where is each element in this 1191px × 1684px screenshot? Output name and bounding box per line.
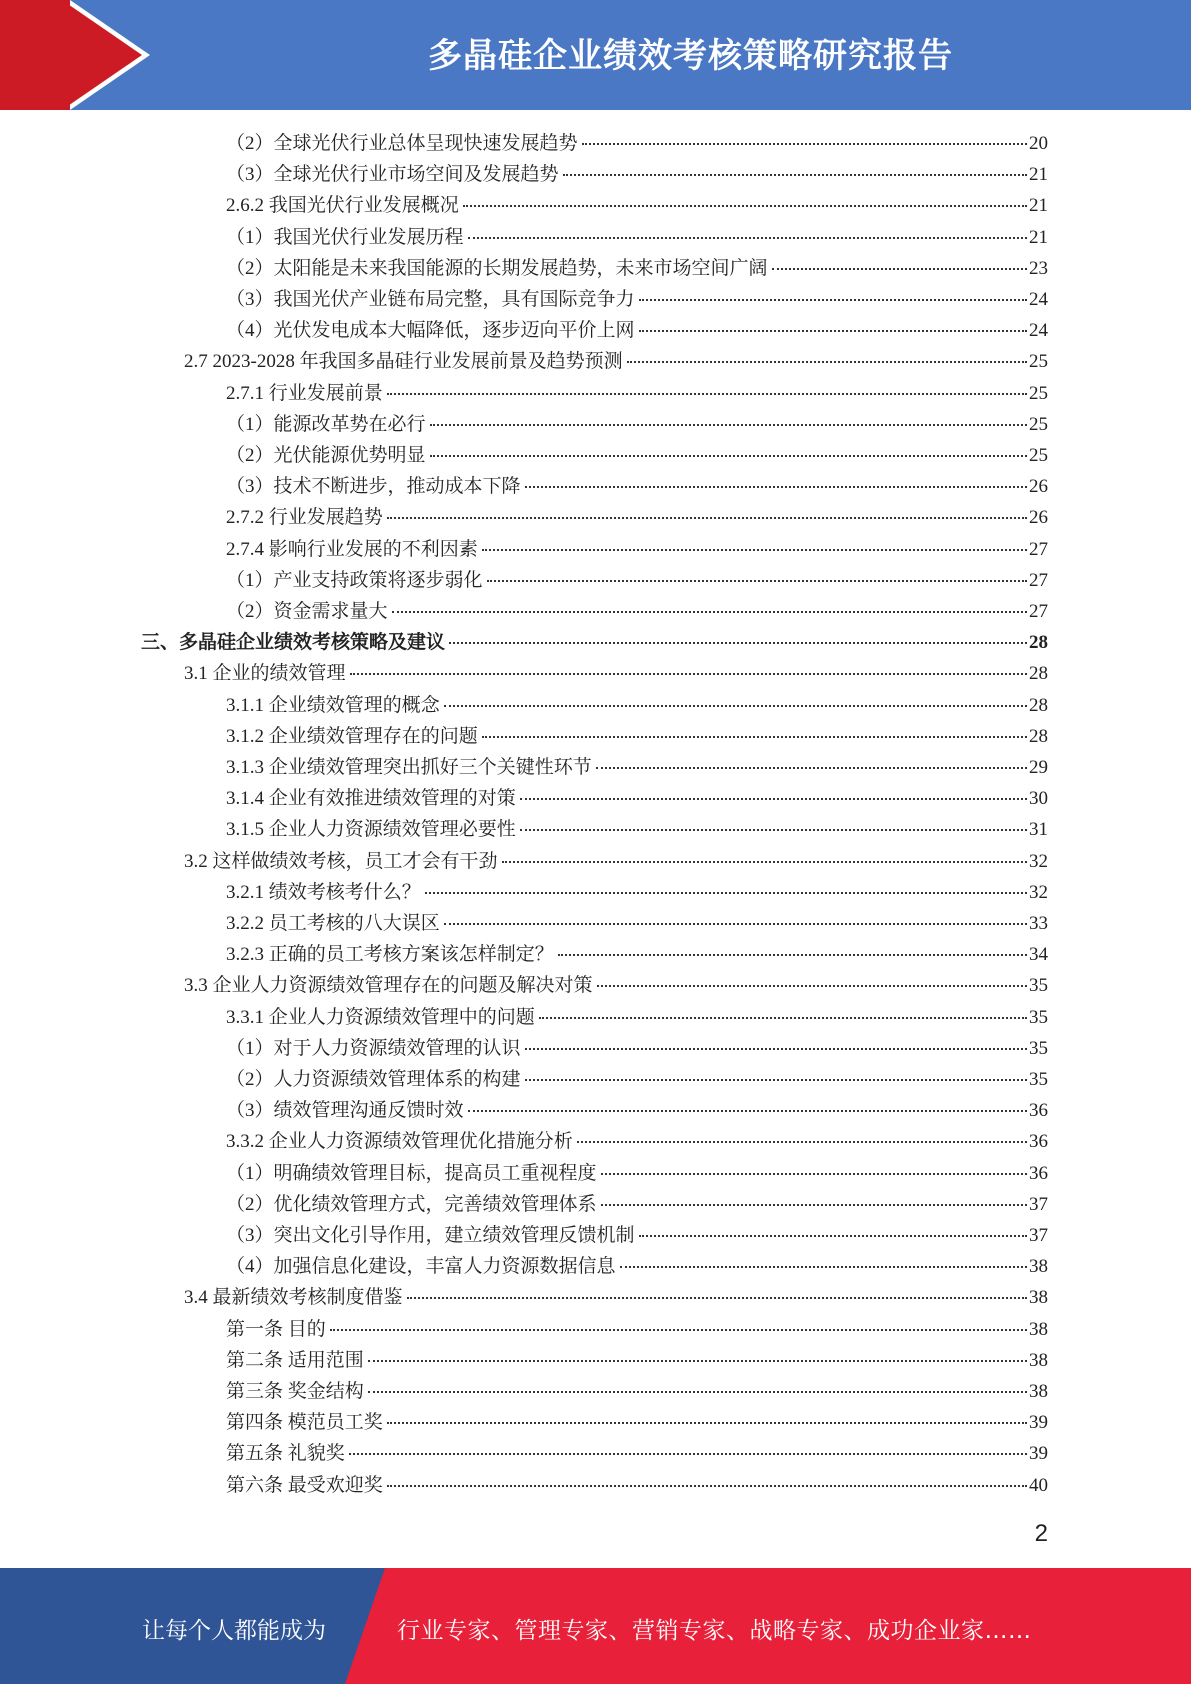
toc-entry-label: （3）绩效管理沟通反馈时效 (226, 1100, 464, 1122)
toc-entry-label: （3）突出文化引导作用，建立绩效管理反馈机制 (226, 1225, 635, 1246)
toc-entry-page: 20 (1029, 133, 1048, 154)
toc-entry-page: 29 (1029, 757, 1048, 778)
toc-dot-leader (558, 954, 1027, 956)
report-title: 多晶硅企业绩效考核策略研究报告 (428, 36, 953, 76)
toc-dot-leader (582, 143, 1027, 145)
toc-entry-page: 35 (1029, 1069, 1048, 1090)
toc-entry-label: 3.1 企业的绩效管理 (184, 663, 346, 685)
toc-entry[interactable] (226, 378, 1048, 409)
toc-entry-label: （1）明确绩效管理目标，提高员工重视程度 (226, 1162, 597, 1184)
toc-entry-page: 24 (1029, 320, 1048, 342)
toc-entry-label: 第二条 适用范围 (226, 1349, 364, 1371)
toc-dot-leader (525, 1048, 1027, 1050)
page-number: 2 (1034, 1520, 1048, 1547)
toc-entry-page: 23 (1029, 257, 1048, 279)
toc-entry[interactable] (226, 409, 1048, 440)
toc-entry-label: （1）对于人力资源绩效管理的认识 (226, 1037, 521, 1059)
toc-dot-leader (463, 205, 1027, 207)
toc-entry-label: 3.3.2 企业人力资源绩效管理优化措施分析 (226, 1131, 573, 1153)
toc-entry[interactable] (226, 190, 1048, 221)
toc-dot-leader (639, 1235, 1027, 1237)
toc-entry-label: 第四条 模范员工奖 (226, 1412, 383, 1434)
toc-dot-leader (577, 1141, 1027, 1143)
toc-entry-label: （3）我国光伏产业链布局完整，具有国际竞争力 (226, 289, 635, 310)
toc-entry[interactable] (226, 440, 1048, 471)
toc-dot-leader (597, 985, 1027, 987)
header-red-chevron (62, 0, 142, 110)
toc-dot-leader (468, 237, 1027, 239)
toc-entry-page: 34 (1029, 944, 1048, 966)
toc-dot-leader (482, 736, 1027, 738)
toc-dot-leader (482, 549, 1027, 551)
toc-entry-label: （2）太阳能是未来我国能源的长期发展趋势，未来市场空间广阔 (226, 257, 768, 279)
toc-dot-leader (425, 892, 1027, 894)
toc-entry-label: （2）资金需求量大 (226, 601, 388, 622)
toc-dot-leader (407, 1297, 1027, 1299)
toc-entry-page: 36 (1029, 1100, 1048, 1122)
toc-entry-label: 3.3.1 企业人力资源绩效管理中的问题 (226, 1006, 535, 1028)
toc-entry-label: （1）能源改革势在必行 (226, 413, 426, 435)
toc-entry-label: 3.1.5 企业人力资源绩效管理必要性 (226, 819, 516, 841)
toc-entry[interactable] (226, 1189, 1048, 1220)
toc-entry-label: 3.1.3 企业绩效管理突出抓好三个关键性环节 (226, 757, 592, 778)
toc-entry[interactable] (184, 970, 1048, 1001)
footer-blue-slant (345, 1568, 385, 1684)
toc-entry-page: 25 (1029, 351, 1048, 373)
toc-entry-label: 第六条 最受欢迎奖 (226, 1474, 383, 1496)
toc-entry[interactable] (226, 1376, 1048, 1407)
toc-entry-label: 3.2.3 正确的员工考核方案该怎样制定？ (226, 944, 554, 966)
toc-entry[interactable] (226, 1220, 1048, 1251)
toc-entry[interactable] (184, 346, 1048, 377)
toc-entry-page: 37 (1029, 1193, 1048, 1215)
toc-entry[interactable] (226, 222, 1048, 253)
toc-entry-page: 26 (1029, 476, 1048, 498)
toc-entry-page: 28 (1029, 725, 1048, 747)
toc-dot-leader (368, 1360, 1027, 1362)
toc-entry-label: 第一条 目的 (226, 1318, 326, 1340)
toc-entry[interactable] (226, 1002, 1048, 1033)
toc-entry-label: 2.6.2 我国光伏行业发展概况 (226, 195, 459, 217)
toc-entry-label: （2）全球光伏行业总体呈现快速发展趋势 (226, 133, 578, 154)
toc-dot-leader (525, 486, 1027, 488)
toc-entry-page: 35 (1029, 1037, 1048, 1059)
toc-entry-page: 31 (1029, 819, 1048, 841)
toc-entry-label: 3.1.4 企业有效推进绩效管理的对策 (226, 788, 516, 810)
toc-entry-page: 38 (1029, 1256, 1048, 1278)
toc-entry[interactable] (226, 1470, 1048, 1501)
toc-entry-label: 3.1.2 企业绩效管理存在的问题 (226, 725, 478, 747)
toc-entry[interactable] (226, 128, 1048, 159)
toc-entry-label: 2.7.4 影响行业发展的不利因素 (226, 538, 478, 560)
toc-dot-leader (520, 798, 1027, 800)
toc-entry-page: 27 (1029, 569, 1048, 591)
toc-entry[interactable] (226, 315, 1048, 346)
toc-entry-label: （4）光伏发电成本大幅降低，逐步迈向平价上网 (226, 320, 635, 342)
toc-entry[interactable] (226, 752, 1048, 783)
toc-entry-page: 33 (1029, 913, 1048, 934)
toc-entry-page: 38 (1029, 1287, 1048, 1309)
toc-dot-leader (387, 393, 1027, 395)
page-footer (0, 1568, 1191, 1684)
toc-dot-leader (368, 1391, 1027, 1393)
toc-entry-page: 21 (1029, 164, 1048, 186)
toc-entry-label: 3.1.1 企业绩效管理的概念 (226, 694, 440, 716)
toc-dot-leader (520, 829, 1027, 831)
toc-entry-page: 21 (1029, 195, 1048, 217)
toc-entry-page: 26 (1029, 507, 1048, 529)
toc-entry[interactable] (226, 721, 1048, 752)
toc-entry[interactable] (226, 1064, 1048, 1095)
toc-entry-page: 28 (1029, 694, 1048, 716)
toc-entry-label: （2）人力资源绩效管理体系的构建 (226, 1069, 521, 1090)
footer-slogan-right: 行业专家、管理专家、营销专家、战略专家、成功企业家…… (397, 1618, 1032, 1644)
toc-entry-page: 38 (1029, 1318, 1048, 1340)
toc-entry-page: 24 (1029, 289, 1048, 310)
toc-entry-label: （3）技术不断进步，推动成本下降 (226, 476, 521, 498)
toc-dot-leader (539, 1017, 1027, 1019)
toc-entry-page: 37 (1029, 1225, 1048, 1246)
toc-entry-label: 3.2.1 绩效考核考什么？ (226, 881, 421, 903)
toc-dot-leader (601, 1204, 1027, 1206)
toc-entry[interactable] (226, 877, 1048, 908)
toc-dot-leader (502, 861, 1027, 863)
toc-entry-label: 第五条 礼貌奖 (226, 1443, 345, 1465)
toc-entry-label: （1）产业支持政策将逐步弱化 (226, 569, 483, 591)
toc-entry-label: 3.2 这样做绩效考核，员工才会有干劲 (184, 850, 498, 872)
toc-entry[interactable] (226, 939, 1048, 970)
toc-entry[interactable] (226, 1033, 1048, 1064)
toc-entry[interactable] (226, 253, 1048, 284)
toc-entry-label: 3.4 最新绩效考核制度借鉴 (184, 1287, 403, 1309)
toc-entry-label: 2.7.1 行业发展前景 (226, 382, 383, 404)
header-red-block (0, 0, 70, 110)
toc-entry-page: 38 (1029, 1349, 1048, 1371)
toc-entry-page: 25 (1029, 413, 1048, 435)
toc-entry-label: 三、多晶硅企业绩效考核策略及建议 (141, 632, 446, 654)
toc-dot-leader (430, 424, 1027, 426)
footer-slogan-left: 让每个人都能成为 (142, 1618, 326, 1644)
toc-dot-leader (525, 1079, 1027, 1081)
toc-entry[interactable] (184, 846, 1048, 877)
toc-entry[interactable] (226, 1438, 1048, 1469)
toc-dot-leader (601, 1173, 1027, 1175)
toc-entry-page: 25 (1029, 445, 1048, 466)
toc-entry[interactable] (226, 783, 1048, 814)
toc-dot-leader (620, 1266, 1027, 1268)
toc-entry-page: 32 (1029, 850, 1048, 872)
toc-entry[interactable] (226, 1314, 1048, 1345)
toc-dot-leader (444, 923, 1027, 925)
toc-entry[interactable] (226, 1251, 1048, 1282)
toc-entry[interactable] (226, 690, 1048, 721)
toc-entry[interactable] (184, 1282, 1048, 1313)
toc-entry-label: 2.7.2 行业发展趋势 (226, 507, 383, 529)
toc-entry-page: 35 (1029, 975, 1048, 997)
toc-entry[interactable] (226, 1345, 1048, 1376)
toc-entry-page: 38 (1029, 1381, 1048, 1402)
toc-dot-leader (350, 673, 1027, 675)
toc-entry-page: 35 (1029, 1006, 1048, 1028)
toc-entry[interactable] (226, 534, 1048, 565)
toc-entry-label: 3.3 企业人力资源绩效管理存在的问题及解决对策 (184, 975, 593, 997)
toc-entry[interactable] (226, 471, 1048, 502)
toc-entry-page: 36 (1029, 1131, 1048, 1153)
toc-dot-leader (444, 705, 1027, 707)
toc-entry[interactable] (141, 627, 1048, 658)
toc-dot-leader (468, 1110, 1027, 1112)
toc-entry-page: 39 (1029, 1443, 1048, 1465)
toc-dot-leader (349, 1453, 1027, 1455)
toc-dot-leader (449, 642, 1027, 644)
toc-entry[interactable] (226, 159, 1048, 190)
toc-dot-leader (639, 299, 1027, 301)
toc-dot-leader (639, 330, 1027, 332)
toc-entry[interactable] (184, 658, 1048, 689)
toc-entry-label: （3）全球光伏行业市场空间及发展趋势 (226, 164, 559, 186)
toc-entry-label: （4）加强信息化建设，丰富人力资源数据信息 (226, 1256, 616, 1278)
toc-entry-page: 30 (1029, 788, 1048, 810)
toc-entry[interactable] (226, 1407, 1048, 1438)
toc-dot-leader (387, 517, 1027, 519)
toc-entry[interactable] (226, 596, 1048, 627)
toc-entry[interactable] (226, 1158, 1048, 1189)
toc-entry[interactable] (226, 565, 1048, 596)
toc-entry-label: 第三条 奖金结构 (226, 1381, 364, 1402)
toc-entry[interactable] (226, 814, 1048, 845)
toc-dot-leader (387, 1485, 1027, 1487)
toc-entry-page: 27 (1029, 538, 1048, 560)
toc-entry-page: 21 (1029, 226, 1048, 248)
toc-entry[interactable] (226, 502, 1048, 533)
toc-dot-leader (330, 1329, 1027, 1331)
toc-entry-label: 2.7 2023-2028 年我国多晶硅行业发展前景及趋势预测 (184, 351, 623, 373)
toc-entry-page: 27 (1029, 601, 1048, 622)
toc-dot-leader (563, 174, 1027, 176)
toc-entry-label: 3.2.2 员工考核的八大误区 (226, 913, 440, 934)
toc-entry-page: 25 (1029, 382, 1048, 404)
toc-dot-leader (487, 580, 1027, 582)
toc-dot-leader (430, 455, 1027, 457)
toc-entry[interactable] (226, 908, 1048, 939)
toc-dot-leader (392, 611, 1027, 613)
toc-entry-label: （2）优化绩效管理方式，完善绩效管理体系 (226, 1193, 597, 1215)
toc-entry-page: 36 (1029, 1162, 1048, 1184)
toc-dot-leader (772, 268, 1027, 270)
page-header (0, 0, 1191, 110)
toc-entry-page: 28 (1029, 663, 1048, 685)
toc-entry-page: 32 (1029, 881, 1048, 903)
toc-dot-leader (627, 361, 1027, 363)
toc-dot-leader (387, 1422, 1027, 1424)
toc-entry-page: 40 (1029, 1474, 1048, 1496)
toc-entry-label: （1）我国光伏行业发展历程 (226, 226, 464, 248)
toc-entry-page: 28 (1029, 632, 1048, 654)
toc-entry[interactable] (226, 1126, 1048, 1157)
toc-entry-label: （2）光伏能源优势明显 (226, 445, 426, 466)
toc-dot-leader (596, 767, 1027, 769)
toc-entry[interactable] (226, 284, 1048, 315)
toc-entry[interactable] (226, 1095, 1048, 1126)
toc-entry-page: 39 (1029, 1412, 1048, 1434)
